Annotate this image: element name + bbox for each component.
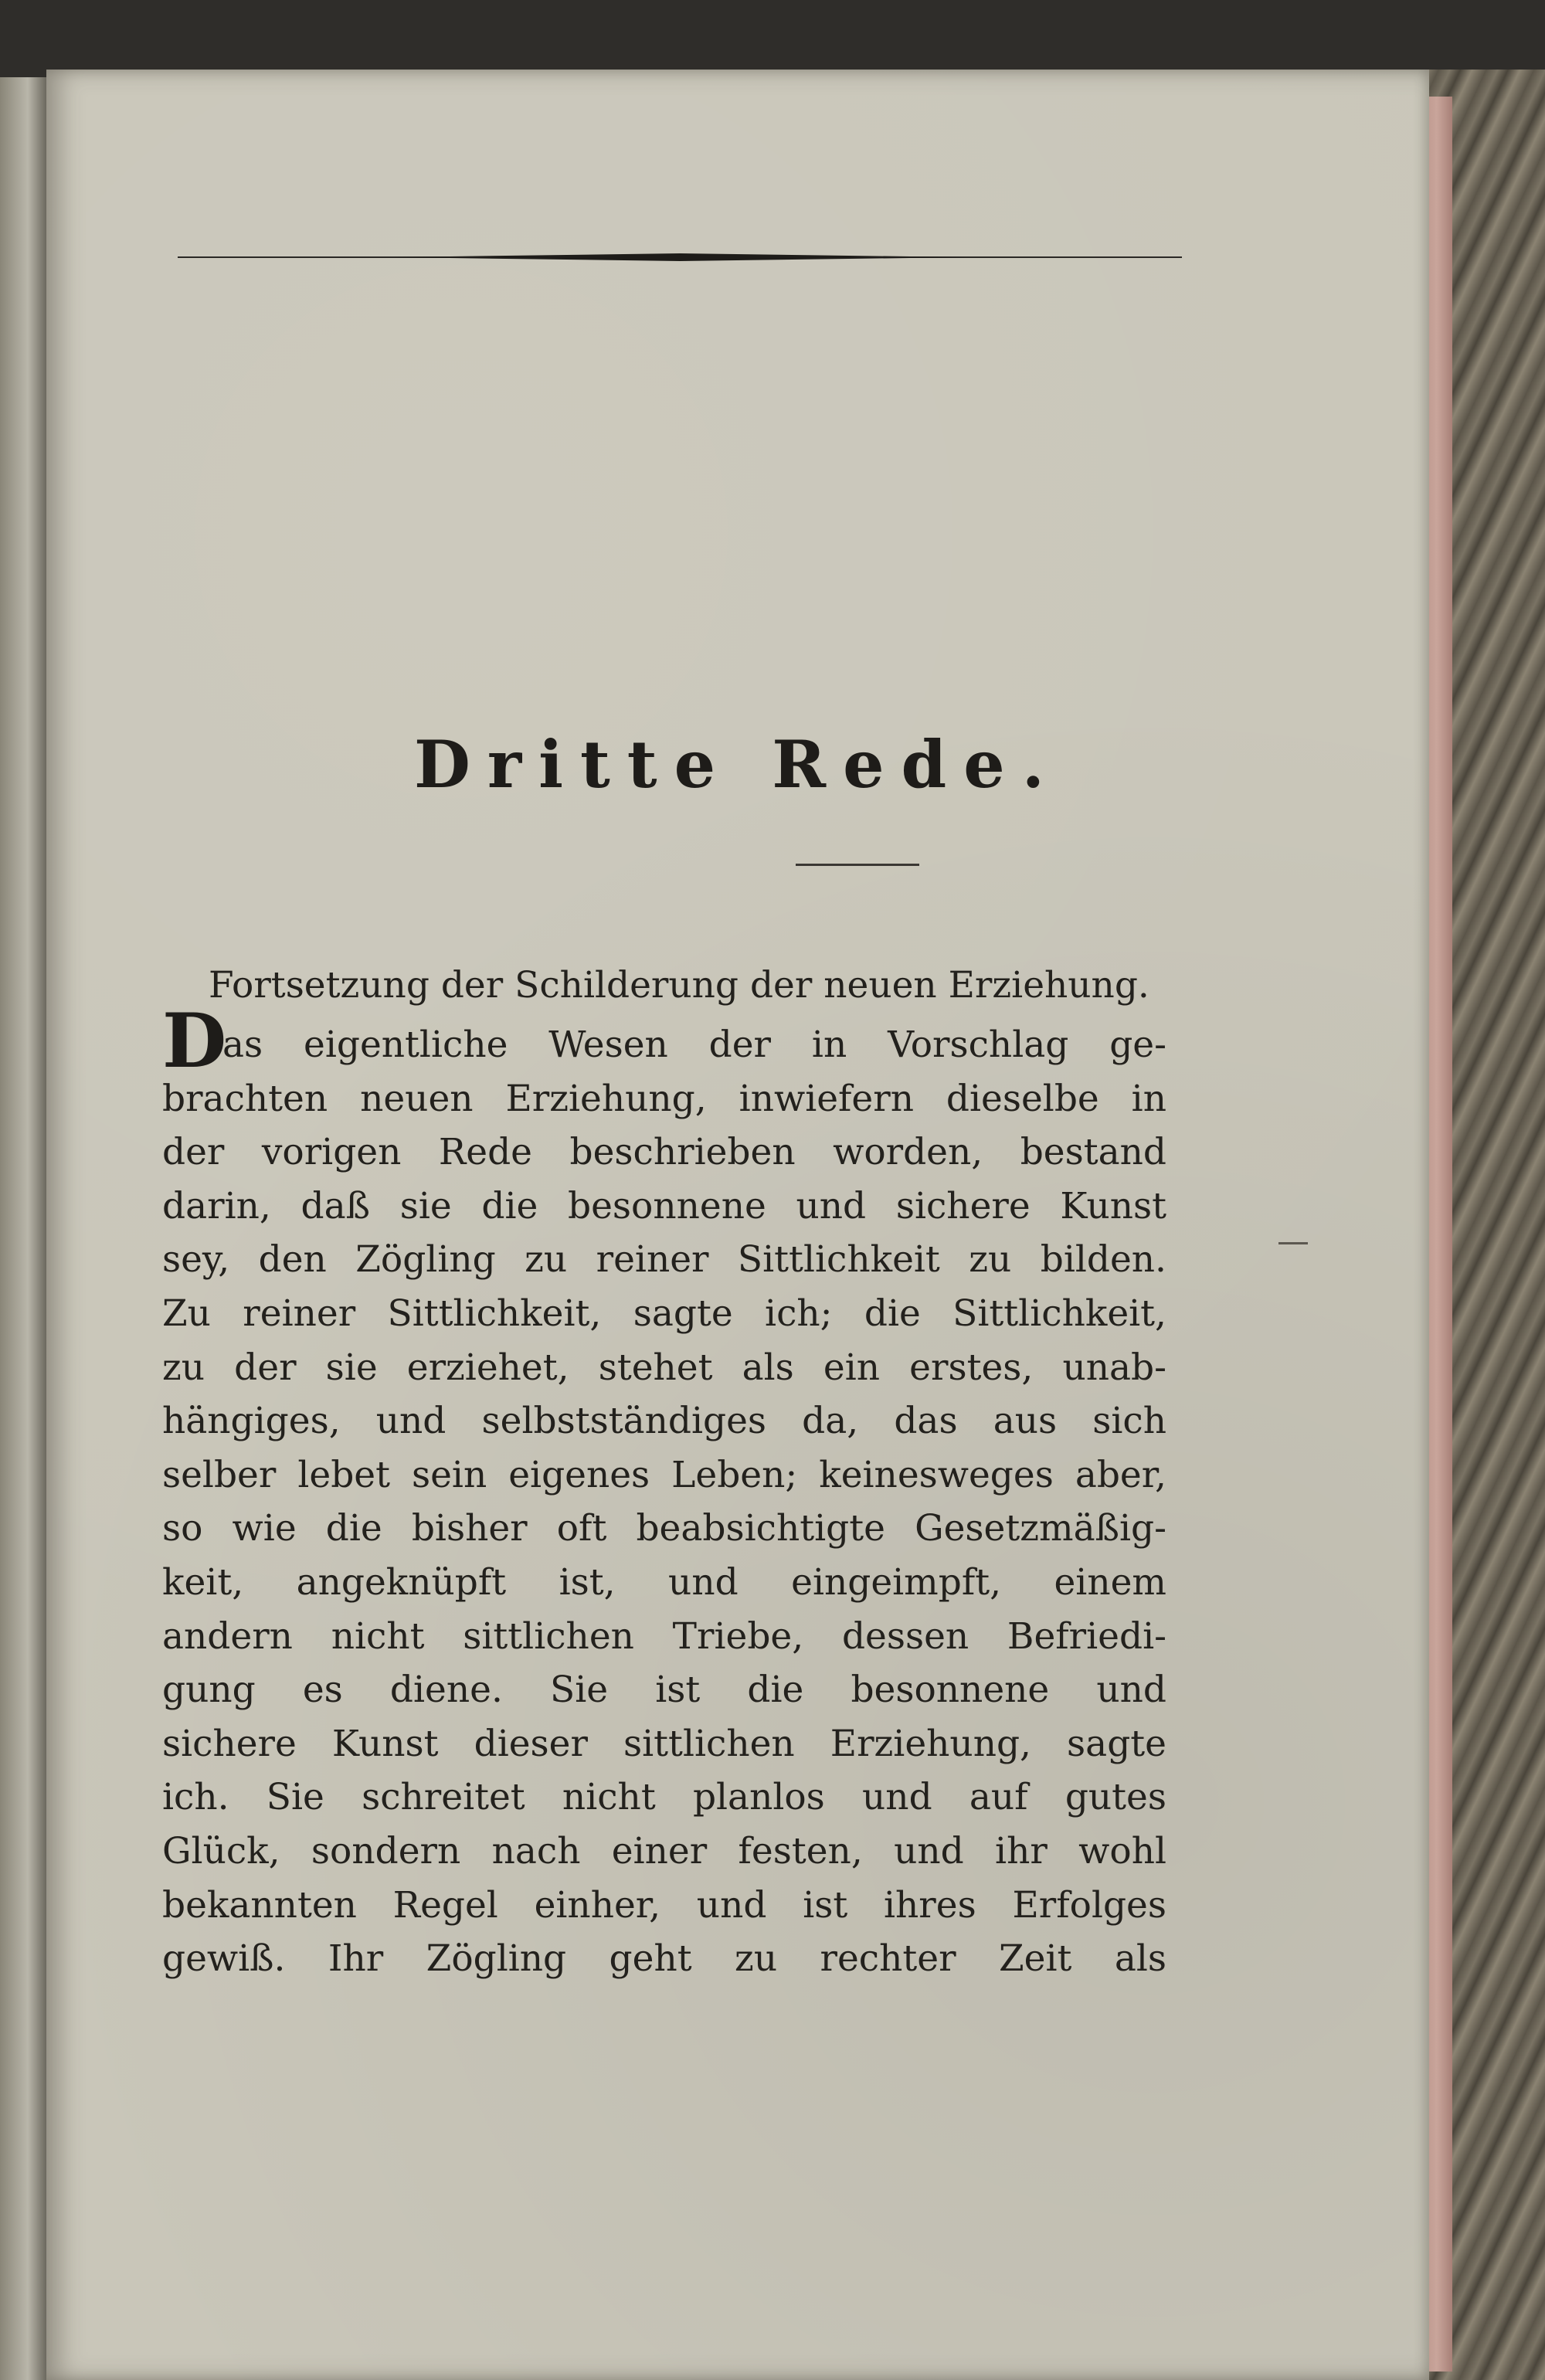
text-line: selber lebet sein eigenes Leben; keinesweges aber,: [162, 1453, 1166, 1496]
text-line: keit, angeknüpft ist, und eingeimpft, einem: [162, 1560, 1166, 1604]
text-line: sey, den Zögling zu reiner Sittlichkeit zu bilden.: [162, 1238, 1166, 1282]
chapter-title: Dritte Rede.: [414, 726, 1061, 803]
text-line: darin, daß sie die besonnene und sichere Kunst: [162, 1184, 1166, 1227]
facing-page-edge: [0, 77, 46, 2380]
text-line: brachten neuen Erziehung, inwiefern dieselbe in: [162, 1077, 1166, 1120]
text-line: sichere Kunst dieser sittlichen Erziehung, sagte: [162, 1722, 1166, 1765]
top-ornamental-rule: [178, 253, 1182, 261]
text-line: as eigentliche Wesen der in Vorschlag ge-: [222, 1024, 1166, 1066]
text-line: der vorigen Rede beschrieben worden, bestand: [162, 1131, 1166, 1174]
body-text: [162, 1018, 1166, 1986]
text-line: ich. Sie schreitet nicht planlos und auf gutes: [162, 1776, 1166, 1819]
drop-cap: D: [162, 997, 227, 1085]
text-line: gewiß. Ihr Zögling geht zu rechter Zeit als: [162, 1937, 1166, 1981]
text-line: gung es diene. Sie ist die besonnene und: [162, 1669, 1166, 1712]
text-line: andern nicht sittlichen Triebe, dessen Befriedi-: [162, 1614, 1166, 1658]
text-line: zu der sie erziehet, stehet als ein erstes, unab-: [162, 1346, 1166, 1389]
margin-mark: [1278, 1242, 1308, 1244]
text-line: bekannten Regel einher, und ist ihres Erfolges: [162, 1883, 1166, 1927]
title-rule: [796, 864, 919, 866]
text-line: so wie die bisher oft beabsichtigte Gesetzmäßig-: [162, 1507, 1166, 1550]
chapter-subtitle: Fortsetzung der Schilderung der neuen Erziehung.: [209, 964, 1149, 1007]
text-line: Zu reiner Sittlichkeit, sagte ich; die Sittlichkeit,: [162, 1292, 1166, 1335]
text-line: Glück, sondern nach einer festen, und ihr wohl: [162, 1829, 1166, 1872]
text-line: hängiges, und selbstständiges da, das aus sich: [162, 1400, 1166, 1443]
